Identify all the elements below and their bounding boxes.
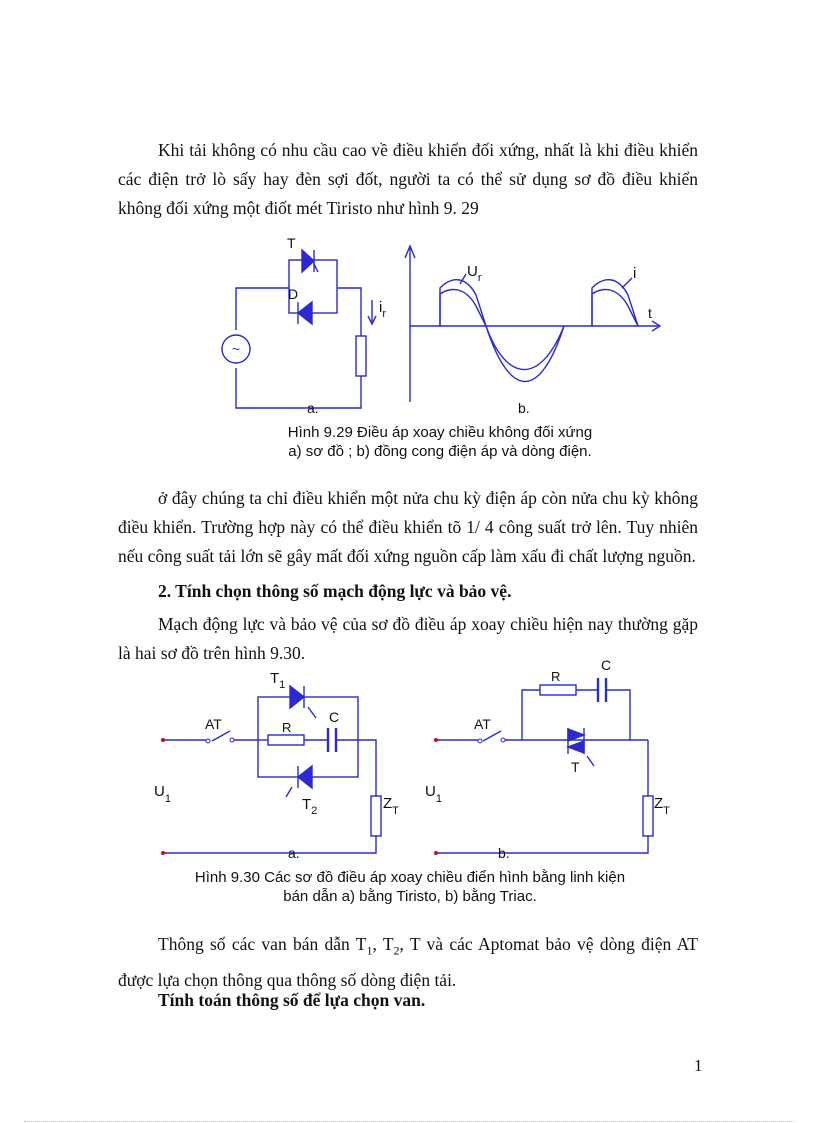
fig930-caption (160, 868, 660, 906)
switch-AT-b (483, 731, 501, 741)
label-ZT-a: $Z_T$ (383, 795, 399, 817)
intro-text: Khi tải không có nhu cầu cao về điều khiển đối xứng, nhất là khi điều khiển các điện trở lò sấy hay đèn sợi đốt, người ta có thể sử dụng sơ đồ điều khiển không đối xứng một điốt mét Tiristo như hình 9. 29 (118, 140, 698, 218)
label-R-b: R (551, 669, 561, 684)
label-R-a: R (282, 720, 292, 735)
label-a-930: a. (288, 845, 300, 861)
thyristor-T2-icon (298, 766, 312, 788)
footer-divider (24, 1121, 794, 1122)
subheading: Tính toán thông số để lựa chọn van. (158, 990, 426, 1010)
terminal-dot (161, 738, 165, 742)
thyristor-T1-icon (290, 686, 304, 708)
label-AT-a: AT (205, 716, 222, 732)
terminal-dot (434, 738, 438, 742)
label-D: D (288, 286, 299, 302)
label-U1-b: $U_1$ (425, 783, 442, 805)
page-number: 1 (694, 1056, 703, 1075)
source-symbol: ~ (231, 341, 241, 357)
fig930-caption-line1: Hình 9.30 Các sơ đồ điều áp xoay chiều điển hình bằng linh kiện (194, 869, 626, 886)
label-i: i (633, 265, 637, 282)
resistor-R-b (540, 685, 576, 695)
label-b-930: b. (498, 845, 510, 861)
load-ZT-b (643, 796, 653, 836)
switch-contact (478, 739, 482, 743)
label-b-929: b. (518, 400, 530, 416)
resistor-R-a (268, 735, 304, 745)
fig930-caption-line2: bán dẫn a) bằng Tiristo, b) bằng Triac. (283, 888, 537, 905)
params-text: Thông số các van bán dẫn $T_1$, $T_2$, T và các Aptomat bảo vệ dòng điện AT được lựa chọn thông qua thông số dòng điện tải. (118, 934, 698, 990)
fig929-caption-line2: a) sơ đồ ; b) đồng cong điện áp và dòng điện. (288, 443, 592, 460)
switch-contact (230, 738, 234, 742)
label-T2: $T_2$ (302, 796, 318, 817)
terminal-dot (161, 851, 165, 855)
fig930a-circuit (163, 697, 381, 853)
label-Ur: $U_r$ (467, 263, 482, 284)
label-t: t (648, 305, 652, 321)
label-C-a: C (329, 709, 340, 725)
label-T1: $T_1$ (270, 670, 286, 691)
fig930b-circuit (436, 678, 653, 853)
switch-contact (206, 739, 210, 743)
label-ZT-b: $Z_T$ (654, 795, 670, 817)
explain-text: ở đây chúng ta chỉ điều khiển một nửa chu kỳ điện áp còn nửa chu kỳ không điều khiển. Trường hợp này có thể điều khiển tõ 1/ 4 công suất trở lên. Tuy nhiên nếu công suất tải lớn sẽ gây mất đối xứng nguồn cấp làm xấu đi chất lượng nguồn. (118, 488, 698, 566)
label-U1-a: $U_1$ (154, 783, 171, 805)
load-ZT-a (371, 796, 381, 836)
label-T-b: T (571, 759, 580, 775)
params-paragraph (118, 930, 698, 995)
fig929-caption-line1: Hình 9.29 Điều áp xoay chiều không đối xứng (287, 424, 593, 441)
triac-T-icon (568, 728, 584, 754)
switch-contact (501, 738, 505, 742)
label-a-929: a. (307, 400, 319, 416)
section-heading: 2. Tính chọn thông số mạch động lực và bảo vệ. (158, 581, 512, 601)
label-C-b: C (601, 657, 612, 673)
label-AT-b: AT (474, 716, 491, 732)
label-T: T (287, 235, 296, 251)
circuits-text: Mạch động lực và bảo vệ của sơ đồ điều áp xoay chiều hiện nay thường gặp là hai sơ đồ trên hình 9.30. (118, 614, 698, 663)
switch-AT-a (212, 731, 230, 741)
terminal-dot (434, 851, 438, 855)
label-ir: $i_r$ (379, 299, 387, 320)
